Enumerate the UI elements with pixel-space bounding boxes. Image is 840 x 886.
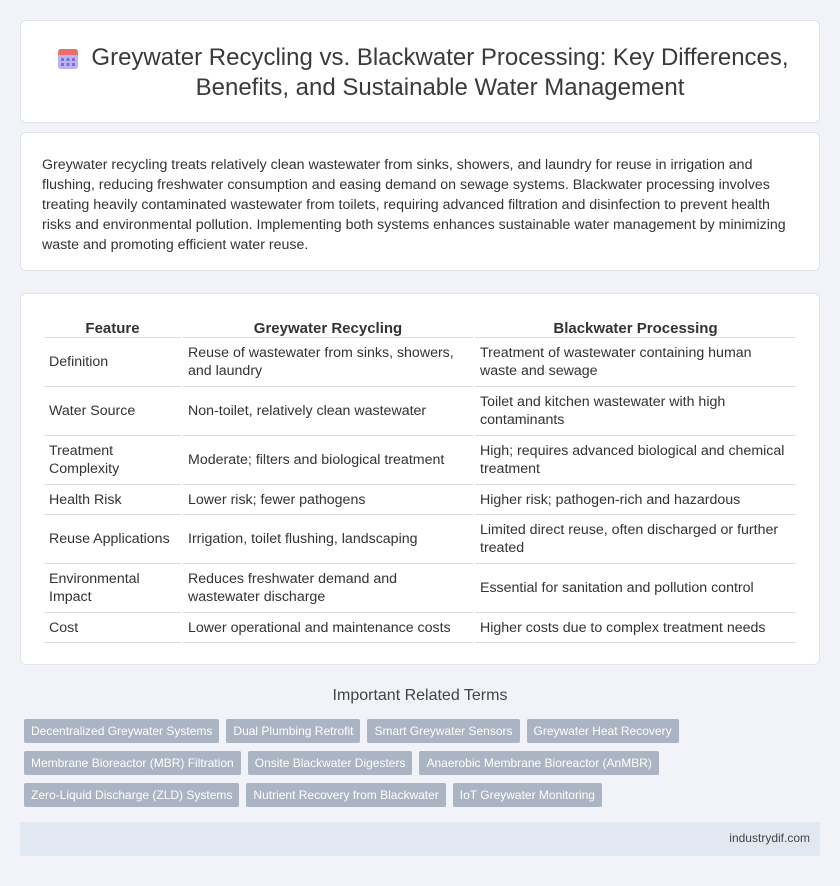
footer-site[interactable]: industrydif.com xyxy=(729,831,810,845)
related-terms-title: Important Related Terms xyxy=(332,687,508,704)
feature-cell: Reuse Applications xyxy=(44,515,181,564)
table-header-row xyxy=(44,315,796,338)
related-term-tag[interactable]: Smart Greywater Sensors xyxy=(367,719,519,743)
feature-cell: Cost xyxy=(44,613,181,643)
table-row xyxy=(44,515,796,564)
tag-row xyxy=(24,751,824,775)
related-term-tag[interactable]: Dual Plumbing Retrofit xyxy=(226,719,360,743)
column-header-blackwater: Blackwater Processing xyxy=(475,315,796,338)
intro-card xyxy=(20,132,820,271)
blackwater-cell: Essential for sanitation and pollution control xyxy=(475,564,796,613)
greywater-cell: Reduces freshwater demand and wastewater discharge xyxy=(183,564,473,613)
comparison-card xyxy=(20,293,820,665)
greywater-cell: Lower risk; fewer pathogens xyxy=(183,485,473,515)
feature-cell: Water Source xyxy=(44,387,181,436)
table-row xyxy=(44,613,796,643)
tag-row xyxy=(24,719,824,743)
greywater-cell: Lower operational and maintenance costs xyxy=(183,613,473,643)
greywater-cell: Non-toilet, relatively clean wastewater xyxy=(183,387,473,436)
feature-cell: Health Risk xyxy=(44,485,181,515)
table-row xyxy=(44,564,796,613)
comparison-table xyxy=(42,315,798,643)
feature-cell: Environmental Impact xyxy=(44,564,181,613)
tag-row xyxy=(24,783,824,807)
column-header-greywater: Greywater Recycling xyxy=(183,315,473,338)
table-row xyxy=(44,338,796,387)
related-term-tag[interactable]: Membrane Bioreactor (MBR) Filtration xyxy=(24,751,241,775)
column-header-feature: Feature xyxy=(44,315,181,338)
related-term-tag[interactable]: IoT Greywater Monitoring xyxy=(453,783,602,807)
footer xyxy=(20,822,820,856)
blackwater-cell: Toilet and kitchen wastewater with high contaminants xyxy=(475,387,796,436)
feature-cell: Definition xyxy=(44,338,181,387)
header-card xyxy=(20,20,820,123)
blackwater-cell: Higher costs due to complex treatment needs xyxy=(475,613,796,643)
blackwater-cell: Treatment of wastewater containing human waste and sewage xyxy=(475,338,796,387)
table-row xyxy=(44,387,796,436)
related-terms-list xyxy=(24,719,824,815)
page-title: Greywater Recycling vs. Blackwater Processing: Key Differences, Benefits, and Sustainable Water Management xyxy=(91,44,789,101)
greywater-cell: Irrigation, toilet flushing, landscaping xyxy=(183,515,473,564)
related-term-tag[interactable]: Decentralized Greywater Systems xyxy=(24,719,219,743)
feature-cell: Treatment Complexity xyxy=(44,436,181,485)
blackwater-cell: Higher risk; pathogen-rich and hazardous xyxy=(475,485,796,515)
related-term-tag[interactable]: Anaerobic Membrane Bioreactor (AnMBR) xyxy=(419,751,658,775)
related-term-tag[interactable]: Nutrient Recovery from Blackwater xyxy=(246,783,445,807)
greywater-cell: Reuse of wastewater from sinks, showers, and laundry xyxy=(183,338,473,387)
related-term-tag[interactable]: Greywater Heat Recovery xyxy=(527,719,679,743)
table-row xyxy=(44,485,796,515)
related-term-tag[interactable]: Onsite Blackwater Digesters xyxy=(248,751,413,775)
table-row xyxy=(44,436,796,485)
intro-text: Greywater recycling treats relatively clean wastewater from sinks, showers, and laundry for reuse in irrigation and flushing, reducing freshwater consumption and easing demand on sewage systems. Blackwater processing involves treating heavily contaminated wastewater from toilets, requiring advanced filtration and disinfection to prevent health risks and environmental pollution. Implementing both systems enhances sustainable water management by minimizing waste and promoting efficient water reuse. xyxy=(42,157,786,253)
blackwater-cell: High; requires advanced biological and chemical treatment xyxy=(475,436,796,485)
blackwater-cell: Limited direct reuse, often discharged or further treated xyxy=(475,515,796,564)
greywater-cell: Moderate; filters and biological treatment xyxy=(183,436,473,485)
related-term-tag[interactable]: Zero-Liquid Discharge (ZLD) Systems xyxy=(24,783,239,807)
